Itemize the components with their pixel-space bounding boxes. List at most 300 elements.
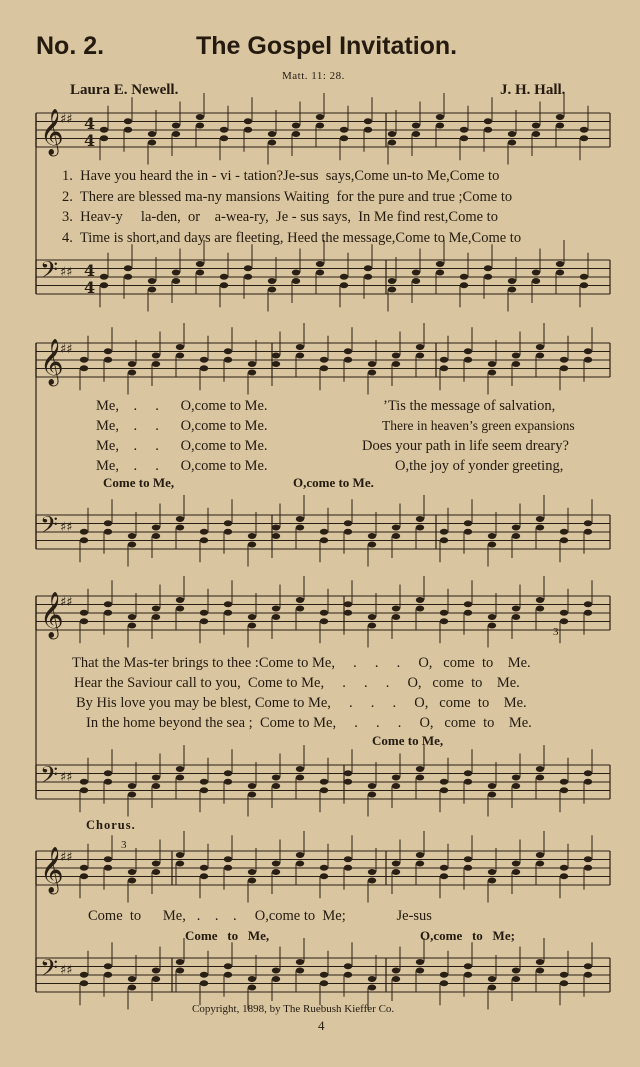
note-head	[368, 869, 376, 875]
note-head	[460, 282, 468, 288]
bass-lyric-come-to-me-2: Come to Me,	[372, 733, 444, 748]
note-head	[104, 963, 112, 969]
note-head	[440, 618, 448, 624]
note-head	[464, 779, 472, 785]
note-head	[344, 963, 352, 969]
note-head	[172, 123, 180, 129]
note-head	[128, 783, 136, 789]
key-signature: ♯♯	[60, 265, 73, 280]
note-head	[344, 865, 352, 871]
note-head	[200, 873, 208, 879]
note-head	[508, 131, 516, 137]
note-head	[536, 606, 544, 612]
note-head	[248, 542, 256, 548]
note-head	[344, 779, 352, 785]
note-head	[532, 270, 540, 276]
note-head	[176, 968, 184, 974]
verse-2-line-3: Hear the Saviour call to you, Come to Me, . . . O, come to Me.	[74, 675, 520, 691]
note-head	[196, 114, 204, 120]
note-head	[464, 770, 472, 776]
bass-clef-icon: 𝄢	[40, 761, 59, 794]
note-head	[272, 968, 280, 974]
note-head	[556, 270, 564, 276]
note-head	[464, 972, 472, 978]
verse-1-line-2b: ’Tis the message of salvation,	[383, 398, 556, 414]
note-head	[412, 270, 420, 276]
note-head	[580, 282, 588, 288]
note-head	[536, 525, 544, 531]
note-head	[536, 597, 544, 603]
note-head	[368, 370, 376, 376]
note-head	[460, 127, 468, 133]
note-head	[148, 287, 156, 293]
note-head	[152, 525, 160, 531]
scripture-reference: Matt. 11: 28.	[282, 70, 345, 82]
note-head	[200, 618, 208, 624]
note-head	[128, 623, 136, 629]
note-head	[416, 775, 424, 781]
note-head	[152, 353, 160, 359]
note-head	[320, 537, 328, 543]
note-head	[244, 265, 252, 271]
note-head	[508, 287, 516, 293]
note-head	[296, 353, 304, 359]
note-head	[296, 525, 304, 531]
note-head	[128, 533, 136, 539]
note-head	[104, 770, 112, 776]
note-head	[580, 127, 588, 133]
treble-clef-icon: 𝄞	[40, 847, 64, 893]
note-head	[584, 520, 592, 526]
verse-1-line-1: 1. Have you heard the in - vi - tation?Je-sus says,Come un-to Me,Come to	[62, 168, 500, 184]
note-head	[272, 775, 280, 781]
note-head	[200, 980, 208, 986]
note-head	[316, 261, 324, 267]
note-head	[248, 783, 256, 789]
note-head	[536, 852, 544, 858]
note-head	[512, 869, 520, 875]
note-head	[296, 516, 304, 522]
note-head	[440, 529, 448, 535]
note-head	[176, 766, 184, 772]
note-head	[368, 878, 376, 884]
note-head	[80, 873, 88, 879]
note-head	[368, 533, 376, 539]
chorus-bass-lyric-right: O,come to Me;	[420, 928, 515, 943]
note-head	[268, 140, 276, 146]
note-head	[248, 533, 256, 539]
note-head	[272, 533, 280, 539]
note-head	[416, 353, 424, 359]
note-head	[344, 348, 352, 354]
note-head	[248, 614, 256, 620]
note-head	[80, 537, 88, 543]
note-head	[272, 361, 280, 367]
note-head	[224, 770, 232, 776]
note-head	[416, 606, 424, 612]
note-head	[416, 766, 424, 772]
note-head	[344, 856, 352, 862]
note-head	[392, 614, 400, 620]
note-head	[176, 344, 184, 350]
note-head	[416, 516, 424, 522]
note-head	[152, 775, 160, 781]
note-head	[512, 783, 520, 789]
note-head	[464, 856, 472, 862]
note-head	[368, 542, 376, 548]
note-head	[248, 878, 256, 884]
note-head	[196, 261, 204, 267]
note-head	[344, 972, 352, 978]
note-head	[320, 972, 328, 978]
note-head	[200, 779, 208, 785]
note-head	[440, 779, 448, 785]
note-head	[512, 775, 520, 781]
note-head	[364, 118, 372, 124]
note-head	[316, 270, 324, 276]
composer: J. H. Hall.	[500, 82, 566, 98]
note-head	[200, 787, 208, 793]
note-head	[176, 852, 184, 858]
note-head	[556, 114, 564, 120]
note-head	[560, 865, 568, 871]
note-head	[412, 123, 420, 129]
note-head	[464, 357, 472, 363]
note-head	[152, 783, 160, 789]
note-head	[224, 779, 232, 785]
note-head	[172, 278, 180, 284]
note-head	[124, 274, 132, 280]
note-head	[440, 365, 448, 371]
note-head	[532, 123, 540, 129]
note-head	[436, 270, 444, 276]
note-head	[296, 344, 304, 350]
note-head	[292, 270, 300, 276]
note-head	[440, 357, 448, 363]
note-head	[176, 775, 184, 781]
note-head	[340, 282, 348, 288]
note-head	[320, 873, 328, 879]
note-head	[560, 787, 568, 793]
note-head	[148, 131, 156, 137]
note-head	[484, 127, 492, 133]
note-head	[488, 361, 496, 367]
note-head	[268, 287, 276, 293]
key-signature: ♯♯	[60, 770, 73, 785]
bass-clef-icon: 𝄢	[40, 954, 59, 987]
note-head	[248, 623, 256, 629]
note-head	[488, 542, 496, 548]
note-head	[80, 787, 88, 793]
note-head	[416, 344, 424, 350]
note-head	[584, 610, 592, 616]
note-head	[320, 529, 328, 535]
page-number: 4	[318, 1018, 325, 1033]
note-head	[536, 968, 544, 974]
note-head	[392, 533, 400, 539]
note-head	[584, 601, 592, 607]
note-head	[416, 861, 424, 867]
note-head	[584, 770, 592, 776]
note-head	[412, 131, 420, 137]
note-head	[344, 520, 352, 526]
note-head	[200, 529, 208, 535]
note-head	[100, 282, 108, 288]
note-head	[584, 972, 592, 978]
note-head	[200, 610, 208, 616]
note-head	[392, 361, 400, 367]
key-signature: ♯♯	[60, 112, 73, 127]
note-head	[104, 779, 112, 785]
note-head	[320, 980, 328, 986]
note-head	[224, 348, 232, 354]
note-head	[560, 529, 568, 535]
verse-1-line-2a: Me, . . O,come to Me.	[96, 398, 268, 414]
note-head	[560, 610, 568, 616]
note-head	[172, 131, 180, 137]
note-head	[412, 278, 420, 284]
note-head	[272, 525, 280, 531]
note-head	[512, 861, 520, 867]
note-head	[440, 873, 448, 879]
note-head	[512, 614, 520, 620]
note-head	[488, 792, 496, 798]
note-head	[220, 135, 228, 141]
note-head	[224, 357, 232, 363]
note-head	[128, 370, 136, 376]
note-head	[296, 606, 304, 612]
note-head	[296, 852, 304, 858]
note-head	[224, 963, 232, 969]
note-head	[368, 792, 376, 798]
note-head	[340, 135, 348, 141]
note-head	[368, 614, 376, 620]
note-head	[560, 873, 568, 879]
note-head	[200, 357, 208, 363]
note-head	[340, 127, 348, 133]
note-head	[584, 529, 592, 535]
note-head	[272, 783, 280, 789]
note-head	[224, 529, 232, 535]
note-head	[488, 985, 496, 991]
note-head	[124, 118, 132, 124]
note-head	[316, 114, 324, 120]
note-head	[368, 783, 376, 789]
note-head	[316, 123, 324, 129]
note-head	[148, 140, 156, 146]
note-head	[244, 118, 252, 124]
note-head	[320, 865, 328, 871]
note-head	[296, 959, 304, 965]
note-head	[152, 606, 160, 612]
note-head	[152, 861, 160, 867]
note-head	[272, 861, 280, 867]
note-head	[196, 270, 204, 276]
note-head	[320, 357, 328, 363]
note-head	[440, 787, 448, 793]
note-head	[80, 610, 88, 616]
note-head	[584, 963, 592, 969]
note-head	[176, 525, 184, 531]
treble-clef-icon: 𝄞	[40, 592, 64, 638]
note-head	[464, 348, 472, 354]
verse-2-line-1: 2. There are blessed ma-ny mansions Waiting for the pure and true ;Come to	[62, 189, 513, 205]
note-head	[488, 623, 496, 629]
note-head	[272, 869, 280, 875]
treble-clef-icon: 𝄞	[40, 109, 64, 155]
lyricist: Laura E. Newell.	[70, 82, 179, 98]
note-head	[268, 278, 276, 284]
note-head	[152, 533, 160, 539]
note-head	[512, 976, 520, 982]
note-head	[80, 980, 88, 986]
bass-clef-icon: 𝄢	[40, 511, 59, 544]
note-head	[464, 601, 472, 607]
note-head	[584, 865, 592, 871]
bass-lyric-o-come-to-me: O,come to Me.	[293, 475, 374, 490]
key-signature: ♯♯	[60, 850, 73, 865]
note-head	[200, 537, 208, 543]
note-head	[292, 278, 300, 284]
key-signature: ♯♯	[60, 963, 73, 978]
note-head	[560, 537, 568, 543]
note-head	[392, 869, 400, 875]
note-head	[124, 127, 132, 133]
note-head	[416, 968, 424, 974]
verse-3-line-2a: Me, . . O,come to Me.	[96, 438, 268, 454]
note-head	[176, 861, 184, 867]
note-head	[508, 140, 516, 146]
note-head	[296, 775, 304, 781]
note-head	[128, 976, 136, 982]
triplet-mark: 3	[553, 626, 559, 638]
note-head	[248, 869, 256, 875]
note-head	[104, 348, 112, 354]
note-head	[200, 972, 208, 978]
note-head	[508, 278, 516, 284]
key-signature: ♯♯	[60, 595, 73, 610]
note-head	[512, 353, 520, 359]
note-head	[560, 779, 568, 785]
note-head	[152, 614, 160, 620]
note-head	[320, 779, 328, 785]
note-head	[368, 985, 376, 991]
note-head	[104, 601, 112, 607]
note-head	[580, 135, 588, 141]
note-head	[484, 265, 492, 271]
note-head	[176, 597, 184, 603]
chorus-label: Chorus.	[86, 818, 136, 832]
note-head	[512, 606, 520, 612]
note-head	[440, 972, 448, 978]
note-head	[436, 114, 444, 120]
time-signature: 4	[84, 114, 96, 133]
note-head	[224, 520, 232, 526]
treble-clef-icon: 𝄞	[40, 339, 64, 385]
key-signature: ♯♯	[60, 520, 73, 535]
chorus-bass-lyric-left: Come to Me,	[185, 928, 270, 943]
note-head	[104, 357, 112, 363]
hymn-number: No. 2.	[36, 32, 105, 60]
verse-4-line-1: 4. Time is short,and days are fleeting, Heed the message,Come to Me,Come to	[62, 230, 522, 246]
note-head	[512, 361, 520, 367]
note-head	[488, 370, 496, 376]
note-head	[440, 537, 448, 543]
note-head	[484, 274, 492, 280]
note-head	[292, 123, 300, 129]
verse-1-line-3: That the Mas-ter brings to thee :Come to Me, . . . O, come to Me.	[72, 655, 531, 671]
note-head	[176, 606, 184, 612]
note-head	[536, 861, 544, 867]
note-head	[272, 976, 280, 982]
note-head	[512, 525, 520, 531]
note-head	[344, 601, 352, 607]
note-head	[128, 542, 136, 548]
note-head	[104, 865, 112, 871]
note-head	[248, 976, 256, 982]
note-head	[224, 972, 232, 978]
note-head	[488, 533, 496, 539]
note-head	[80, 357, 88, 363]
note-head	[220, 274, 228, 280]
note-head	[560, 365, 568, 371]
note-head	[344, 610, 352, 616]
note-head	[392, 783, 400, 789]
note-head	[488, 878, 496, 884]
note-head	[368, 361, 376, 367]
note-head	[344, 529, 352, 535]
note-head	[392, 968, 400, 974]
note-head	[560, 972, 568, 978]
note-head	[536, 766, 544, 772]
note-head	[416, 525, 424, 531]
note-head	[532, 131, 540, 137]
verse-3-line-3: By His love you may be blest, Come to Me, . . . O, come to Me.	[76, 695, 527, 711]
note-head	[344, 357, 352, 363]
note-head	[296, 597, 304, 603]
note-head	[488, 869, 496, 875]
note-head	[560, 618, 568, 624]
note-head	[464, 610, 472, 616]
note-head	[128, 792, 136, 798]
note-head	[268, 131, 276, 137]
note-head	[244, 127, 252, 133]
verse-3-line-1: 3. Heav-y la-den, or a-wea-ry, Je - sus says, In Me find rest,Come to	[62, 209, 498, 225]
note-head	[100, 135, 108, 141]
note-head	[152, 968, 160, 974]
note-head	[244, 274, 252, 280]
note-head	[368, 976, 376, 982]
verse-3-line-2b: Does your path in life seem dreary?	[362, 438, 569, 454]
note-head	[536, 344, 544, 350]
note-head	[296, 968, 304, 974]
note-head	[128, 361, 136, 367]
note-head	[584, 348, 592, 354]
note-head	[388, 140, 396, 146]
note-head	[344, 770, 352, 776]
note-head	[584, 357, 592, 363]
note-head	[460, 135, 468, 141]
note-head	[176, 353, 184, 359]
note-head	[392, 861, 400, 867]
note-head	[464, 865, 472, 871]
note-head	[560, 357, 568, 363]
note-head	[440, 610, 448, 616]
note-head	[584, 856, 592, 862]
note-head	[416, 597, 424, 603]
verse-2-line-2b: There in heaven’s green expansions	[382, 418, 575, 433]
key-signature: ♯♯	[60, 342, 73, 357]
